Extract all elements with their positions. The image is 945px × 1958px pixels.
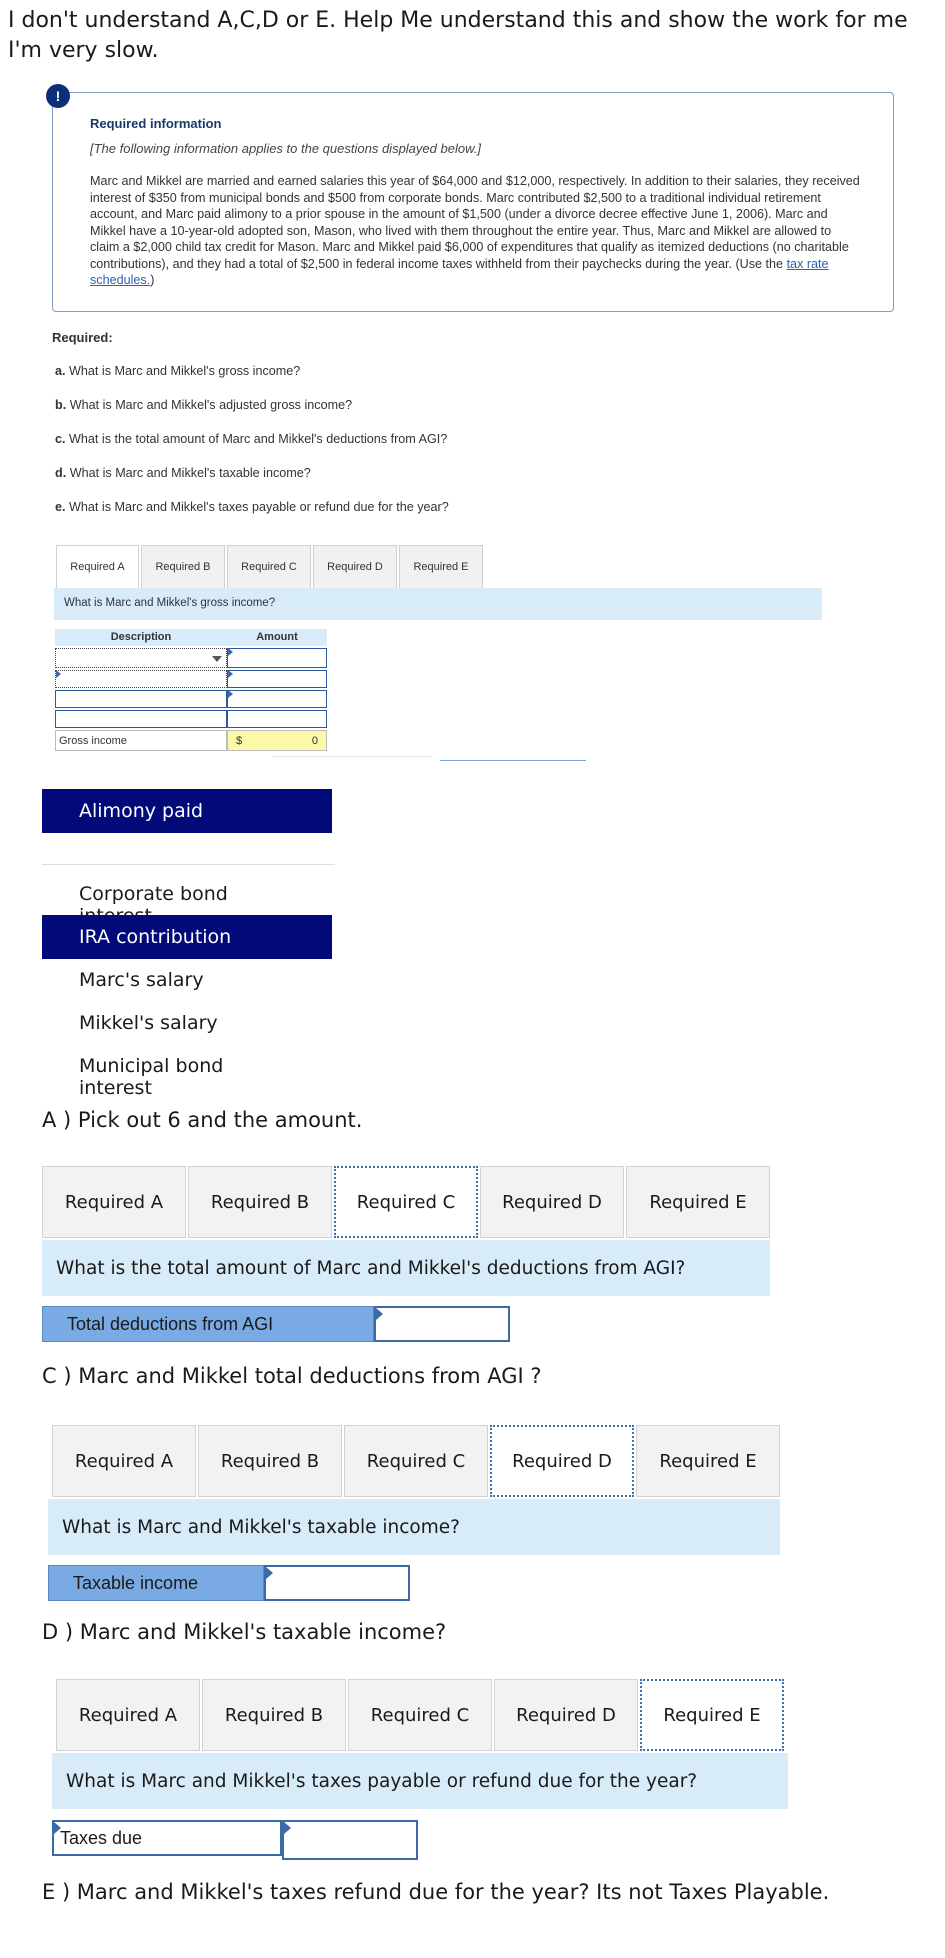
taxable-income-prompt: What is Marc and Mikkel's taxable income? [48,1499,780,1555]
tab-required-c[interactable]: Required C [227,545,311,589]
taxable-income-input[interactable] [264,1565,410,1601]
divider [42,864,335,865]
tab-required-a[interactable]: Required A [56,545,139,589]
taxes-payable-prompt: What is Marc and Mikkel's taxes payable or refund due for the year? [52,1753,788,1809]
tab-required-e[interactable]: Required E [640,1679,784,1751]
amount-input[interactable] [227,670,327,688]
input-marker-icon [54,1822,61,1834]
tab-required-c[interactable]: Required C [344,1425,488,1497]
amount-input[interactable] [227,710,327,728]
gross-income-prompt: What is Marc and Mikkel's gross income? [54,588,822,620]
option-marcs-salary[interactable]: Marc's salary [79,969,204,991]
tab-required-e[interactable]: Required E [626,1166,770,1238]
dropdown-arrow-icon[interactable] [212,656,222,662]
option-corporate-bond-interest[interactable]: Corporate bond [79,883,228,905]
info-body-text: Marc and Mikkel are married and earned salaries this year of $64,000 and $12,000, respectively. In addition to their salaries, they received interest of $350 from municipal bonds and $500 from corporate bonds. Marc contributed $2,500 to a traditional individual retirement account, and Marc paid alimony to a prior spouse in the amount of $1,500 (under a divorce decree effective June 1, 2006). Marc and Mikkel have a 10-year-old adopted son, Mason, who lived with them throughout the entire year. Thus, Marc and Mikkel are allowed to claim a $2,000 child tax credit for Mason. Marc and Mikkel paid $6,000 of expenditures that qualify as itemized deductions (no charitable contributions), and they had a total of $2,500 in federal income taxes withheld from their paychecks during the year. (Use the [90,174,860,271]
required-item-a: a. What is Marc and Mikkel's gross income? [55,364,301,378]
amount-input[interactable] [227,690,327,708]
option-alimony-paid[interactable]: Alimony paid [42,789,332,833]
option-municipal-bond-interest[interactable]: Municipal bond interest [79,1055,224,1099]
taxes-due-select[interactable]: Taxes due [52,1820,282,1856]
description-select[interactable] [55,670,227,688]
input-marker-icon [228,648,233,656]
input-marker-icon [266,1567,273,1579]
info-note: [The following information applies to the questions displayed below.] [90,141,481,156]
tab-required-b[interactable]: Required B [198,1425,342,1497]
tab-required-b[interactable]: Required B [141,545,225,589]
tab-required-c[interactable]: Required C [334,1166,478,1238]
divider [440,760,586,761]
description-select[interactable] [55,710,227,728]
gross-income-value: 0 [311,735,318,747]
required-item-e: e. What is Marc and Mikkel's taxes payable or refund due for the year? [55,500,449,514]
tab-required-b[interactable]: Required B [188,1166,332,1238]
tab-required-a[interactable]: Required A [56,1679,200,1751]
description-header: Description [55,629,227,646]
question-text: I don't understand A,C,D or E. Help Me understand this and show the work for me I'm very slow. [8,8,908,63]
amount-input[interactable] [227,648,327,668]
caption-a: A ) Pick out 6 and the amount. [42,1108,363,1132]
info-title: Required information [90,116,222,131]
tab-required-d[interactable]: Required D [313,545,397,589]
taxable-income-label: Taxable income [48,1565,264,1601]
divider [272,756,432,757]
input-marker-icon [376,1308,383,1320]
tab-required-d[interactable]: Required D [494,1679,638,1751]
tab-required-e[interactable]: Required E [399,545,483,589]
caption-d: D ) Marc and Mikkel's taxable income? [42,1620,447,1644]
required-item-b: b. What is Marc and Mikkel's adjusted gross income? [55,398,353,412]
info-body [90,173,860,289]
alert-icon: ! [46,84,70,108]
caption-e: E ) Marc and Mikkel's taxes refund due for the year? Its not Taxes Playable. [42,1880,830,1904]
required-item-c: c. What is the total amount of Marc and Mikkel's deductions from AGI? [55,432,448,446]
tab-required-d[interactable]: Required D [490,1425,634,1497]
tab-required-e[interactable]: Required E [636,1425,780,1497]
total-deductions-label: Total deductions from AGI [42,1306,374,1342]
gross-income-label: Gross income [55,730,227,751]
total-deductions-input[interactable] [374,1306,510,1342]
required-item-d: d. What is Marc and Mikkel's taxable income? [55,466,311,480]
tab-required-a[interactable]: Required A [42,1166,186,1238]
tab-required-d[interactable]: Required D [480,1166,624,1238]
input-marker-icon [56,670,61,678]
input-marker-icon [228,670,233,678]
input-marker-icon [228,690,233,698]
tab-required-c[interactable]: Required C [348,1679,492,1751]
deductions-prompt: What is the total amount of Marc and Mikkel's deductions from AGI? [42,1240,770,1296]
tab-required-b[interactable]: Required B [202,1679,346,1751]
input-marker-icon [284,1822,291,1834]
description-select[interactable] [55,690,227,708]
gross-income-total [227,730,327,751]
currency-sign: $ [236,735,243,747]
amount-header: Amount [227,629,327,646]
option-ira-contribution[interactable]: IRA contribution [42,915,332,959]
caption-c: C ) Marc and Mikkel total deductions from AGI ? [42,1364,542,1388]
info-body-end: ) [150,273,155,287]
tab-required-a[interactable]: Required A [52,1425,196,1497]
option-mikkels-salary[interactable]: Mikkel's salary [79,1012,218,1034]
description-select[interactable] [55,648,227,668]
taxes-due-input[interactable] [282,1820,418,1860]
required-heading: Required: [52,330,113,345]
tax-rate-schedules-link[interactable]: tax rate schedules. [90,256,829,287]
